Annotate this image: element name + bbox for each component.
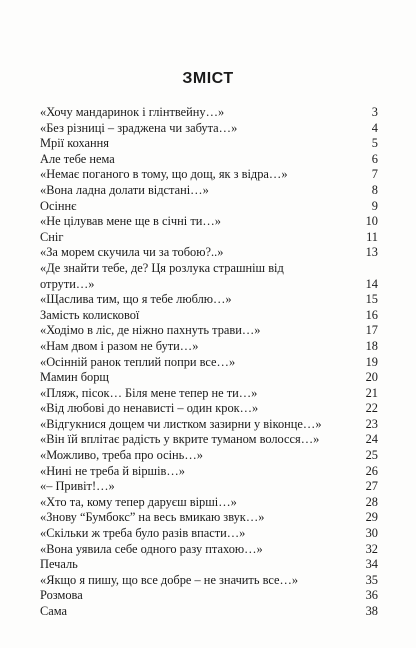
toc-entry-title: Розмова bbox=[40, 588, 83, 603]
toc-entry-title: «Щаслива тим, що я тебе люблю…» bbox=[40, 292, 232, 307]
toc-entry bbox=[40, 245, 378, 261]
toc-entry-title: «– Привіт!…» bbox=[40, 479, 115, 494]
toc-entry-page-number: 38 bbox=[365, 604, 378, 618]
toc-entry bbox=[40, 199, 378, 215]
toc-entry-page-number: 21 bbox=[365, 385, 378, 400]
toc-entry bbox=[40, 510, 378, 526]
toc-entry bbox=[40, 308, 378, 324]
toc-entry-page-number: 30 bbox=[365, 526, 378, 541]
toc-entry bbox=[40, 479, 378, 495]
toc-entry-title: «Він їй вплітає радість у вкрите туманом волосся…» bbox=[40, 432, 320, 447]
toc-entry-page-number: 25 bbox=[365, 448, 378, 463]
toc-entry bbox=[40, 448, 378, 464]
toc-entry-title: «Пляж, пісок… Біля мене тепер не ти…» bbox=[40, 385, 258, 400]
toc-entry-title: «Де знайти тебе, де? Ця розлука страшніш від отрути…» bbox=[40, 260, 284, 291]
toc-entry-title: Мамин борщ bbox=[40, 370, 109, 385]
toc-entry bbox=[40, 152, 378, 168]
toc-entry-title: «За морем скучила чи за тобою?..» bbox=[40, 245, 224, 260]
table-of-contents bbox=[40, 105, 378, 620]
toc-entry-page-number: 14 bbox=[365, 276, 378, 291]
toc-entry-title: Але тебе нема bbox=[40, 151, 115, 166]
toc-entry bbox=[40, 573, 378, 589]
toc-entry bbox=[40, 401, 378, 417]
toc-entry-title: «Від любові до ненависті – один крок…» bbox=[40, 401, 259, 416]
toc-entry-title: «Нині не треба й віршів…» bbox=[40, 463, 185, 478]
toc-entry bbox=[40, 495, 378, 511]
toc-entry-title: «Скільки ж треба було разів впасти…» bbox=[40, 526, 246, 541]
toc-entry-title: «Якщо я пишу, що все добре – не значить все…» bbox=[40, 572, 299, 587]
toc-entry-page-number: 28 bbox=[365, 494, 378, 509]
toc-entry-title: «Без різниці – зраджена чи забута…» bbox=[40, 120, 238, 135]
toc-entry-title: «Вона уявила себе одного разу птахою…» bbox=[40, 541, 263, 556]
toc-entry bbox=[40, 167, 378, 183]
toc-entry-page-number: 11 bbox=[366, 229, 378, 244]
toc-entry-title: Сама bbox=[40, 604, 68, 618]
toc-entry-page-number: 10 bbox=[365, 214, 378, 229]
toc-entry-page-number: 5 bbox=[371, 136, 378, 151]
toc-entry-title: «Осінній ранок теплий попри все…» bbox=[40, 354, 236, 369]
toc-entry-page-number: 3 bbox=[371, 105, 378, 119]
toc-entry bbox=[40, 121, 378, 137]
toc-entry bbox=[40, 526, 378, 542]
toc-entry-title: Осіннє bbox=[40, 198, 77, 213]
toc-entry bbox=[40, 386, 378, 402]
toc-entry-title: «Ходімо в ліс, де ніжно пахнуть трави…» bbox=[40, 323, 261, 338]
toc-entry-page-number: 23 bbox=[365, 416, 378, 431]
toc-entry-page-number: 9 bbox=[371, 198, 378, 213]
toc-entry bbox=[40, 542, 378, 558]
toc-entry-title: «Немає поганого в тому, що дощ, як з відра…» bbox=[40, 167, 288, 182]
toc-entry-page-number: 18 bbox=[365, 338, 378, 353]
toc-entry-title: Печаль bbox=[40, 557, 78, 572]
toc-entry-page-number: 17 bbox=[365, 323, 378, 338]
toc-entry bbox=[40, 588, 378, 604]
toc-entry-page-number: 19 bbox=[365, 354, 378, 369]
toc-entry-page-number: 22 bbox=[365, 401, 378, 416]
toc-entry bbox=[40, 604, 378, 620]
toc-entry-page-number: 8 bbox=[371, 182, 378, 197]
toc-entry-page-number: 34 bbox=[365, 557, 378, 572]
page-title: ЗМІСТ bbox=[182, 70, 234, 87]
toc-entry-title: Мрії кохання bbox=[40, 136, 109, 151]
toc-entry-title: «Хочу мандаринок і глінтвейну…» bbox=[40, 105, 225, 119]
toc-entry bbox=[40, 417, 378, 433]
toc-entry bbox=[40, 230, 378, 246]
toc-entry bbox=[40, 370, 378, 386]
toc-entry bbox=[40, 355, 378, 371]
toc-entry bbox=[40, 261, 378, 292]
toc-entry-title: Сніг bbox=[40, 229, 64, 244]
toc-entry-page-number: 24 bbox=[365, 432, 378, 447]
toc-entry bbox=[40, 432, 378, 448]
toc-entry bbox=[40, 339, 378, 355]
toc-entry-page-number: 20 bbox=[365, 370, 378, 385]
toc-entry-title: «Хто та, кому тепер даруєш вірші…» bbox=[40, 494, 237, 509]
toc-entry bbox=[40, 557, 378, 573]
toc-entry bbox=[40, 464, 378, 480]
toc-entry-title: «Не цілував мене ще в січні ти…» bbox=[40, 214, 221, 229]
toc-entry-page-number: 27 bbox=[365, 479, 378, 494]
toc-entry-page-number: 6 bbox=[371, 151, 378, 166]
toc-entry bbox=[40, 323, 378, 339]
toc-entry-title: «Нам двом і разом не бути…» bbox=[40, 338, 199, 353]
toc-entry-page-number: 4 bbox=[371, 120, 378, 135]
toc-entry-title: «Вона ладна долати відстані…» bbox=[40, 182, 209, 197]
toc-entry-page-number: 32 bbox=[365, 541, 378, 556]
toc-entry-page-number: 16 bbox=[365, 307, 378, 322]
toc-entry bbox=[40, 214, 378, 230]
toc-entry-page-number: 29 bbox=[365, 510, 378, 525]
toc-entry-title: «Можливо, треба про осінь…» bbox=[40, 448, 203, 463]
toc-entry-title: «Відгукнися дощем чи листком зазирни у віконце…» bbox=[40, 416, 322, 431]
toc-entry-page-number: 7 bbox=[371, 167, 378, 182]
toc-entry bbox=[40, 292, 378, 308]
toc-entry-title: «Знову “Бумбокс” на весь вмикаю звук…» bbox=[40, 510, 265, 525]
toc-entry bbox=[40, 183, 378, 199]
toc-entry-page-number: 15 bbox=[365, 292, 378, 307]
toc-entry bbox=[40, 105, 378, 121]
toc-entry-title: Замість колискової bbox=[40, 307, 140, 322]
toc-entry-page-number: 36 bbox=[365, 588, 378, 603]
toc-entry-page-number: 35 bbox=[365, 572, 378, 587]
toc-entry-page-number: 13 bbox=[365, 245, 378, 260]
toc-entry bbox=[40, 136, 378, 152]
toc-entry-page-number: 26 bbox=[365, 463, 378, 478]
